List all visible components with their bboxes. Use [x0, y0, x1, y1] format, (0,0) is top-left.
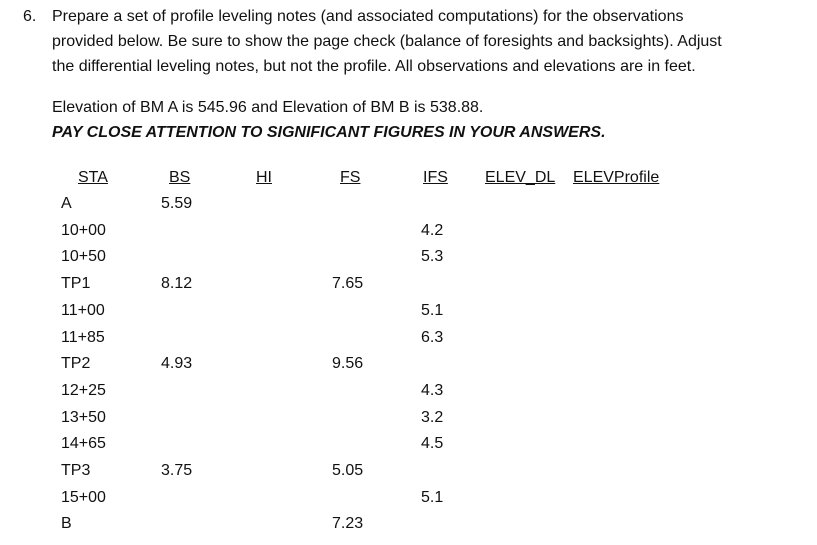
- sta-cell: TP3: [61, 462, 91, 479]
- question-line-1: Prepare a set of profile leveling notes (and associated computations) for the observations: [52, 8, 684, 25]
- sta-cell: TP2: [61, 355, 91, 372]
- question-line-2: provided below. Be sure to show the page check (balance of foresights and backsights). Adjust: [52, 33, 722, 50]
- header-sta: STA: [78, 169, 108, 186]
- sta-cell: 12+25: [61, 382, 106, 399]
- bs-cell: 5.59: [161, 195, 193, 212]
- bs-cell: 3.75: [161, 462, 193, 479]
- ifs-cell: 3.2: [421, 409, 444, 426]
- ifs-cell: 4.2: [421, 222, 444, 239]
- sta-cell: 11+85: [61, 329, 105, 346]
- ifs-cell: 4.3: [421, 382, 444, 399]
- bs-cell: 8.12: [161, 275, 193, 292]
- fs-cell: 7.23: [332, 515, 364, 532]
- fs-cell: 5.05: [332, 462, 364, 479]
- header-hi: HI: [256, 169, 272, 186]
- bs-cell: 4.93: [161, 355, 193, 372]
- question-line-3: the differential leveling notes, but not the profile. All observations and elevations are in feet.: [52, 58, 696, 75]
- question-number: 6.: [23, 8, 37, 25]
- sta-cell: 11+00: [61, 302, 105, 319]
- sta-cell: 15+00: [61, 489, 106, 506]
- sta-cell: B: [61, 515, 72, 532]
- sta-cell: TP1: [61, 275, 91, 292]
- header-bs: BS: [169, 169, 191, 186]
- sta-cell: 10+00: [61, 222, 106, 239]
- sta-cell: 10+50: [61, 248, 106, 265]
- given-elevations: Elevation of BM A is 545.96 and Elevation of BM B is 538.88.: [52, 99, 484, 116]
- ifs-cell: 5.1: [421, 489, 444, 506]
- ifs-cell: 5.1: [421, 302, 444, 319]
- sta-cell: 14+65: [61, 435, 106, 452]
- header-elev-profile: ELEVProfile: [573, 169, 660, 186]
- header-fs: FS: [340, 169, 361, 186]
- header-ifs: IFS: [423, 169, 448, 186]
- header-elev-dl: ELEV_DL: [485, 169, 556, 186]
- ifs-cell: 6.3: [421, 329, 444, 346]
- ifs-cell: 5.3: [421, 248, 444, 265]
- significant-figures-note: PAY CLOSE ATTENTION TO SIGNIFICANT FIGURES IN YOUR ANSWERS.: [52, 124, 606, 141]
- fs-cell: 9.56: [332, 355, 364, 372]
- fs-cell: 7.65: [332, 275, 364, 292]
- ifs-cell: 4.5: [421, 435, 444, 452]
- sta-cell: A: [61, 195, 72, 212]
- sta-cell: 13+50: [61, 409, 106, 426]
